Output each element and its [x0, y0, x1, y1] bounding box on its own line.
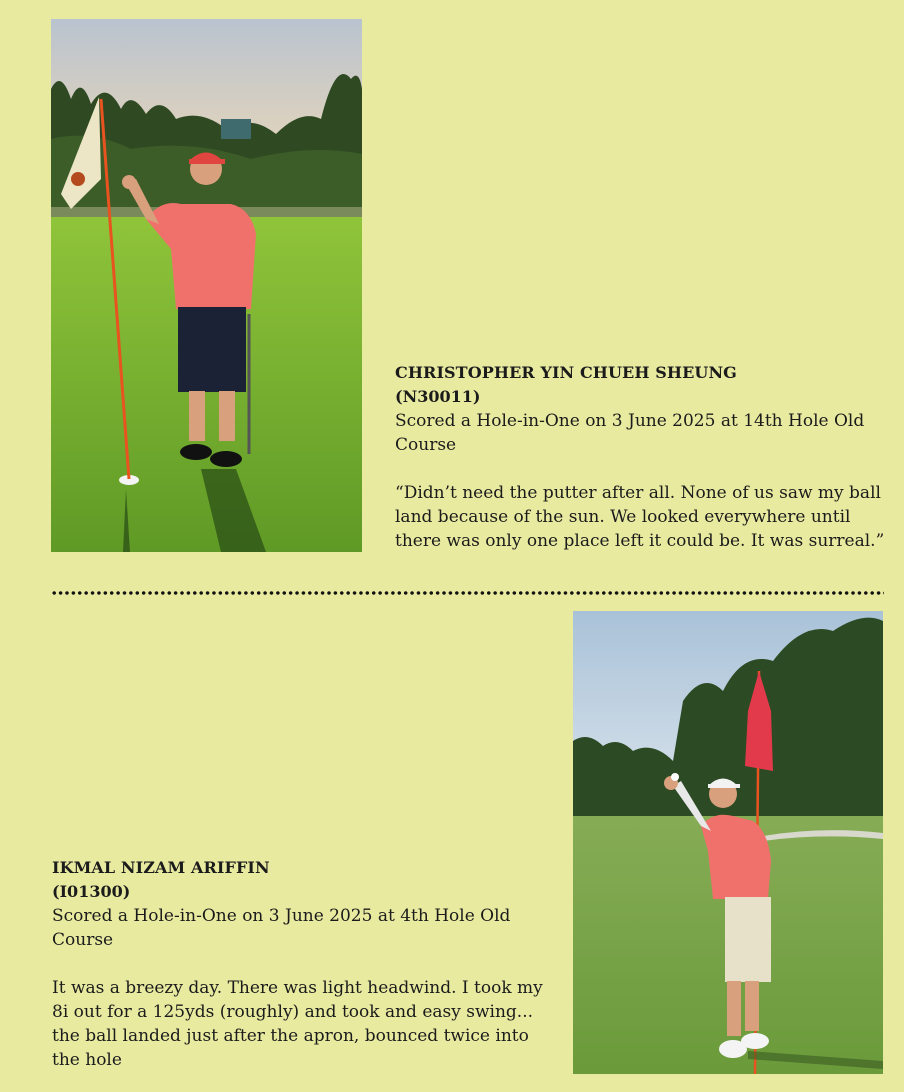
- achievement-text: Scored a Hole-in-One on 3 June 2025 at 4th Hole Old Course: [52, 906, 511, 950]
- entry-christopher: [395, 361, 885, 553]
- golfer-name: CHRISTOPHER YIN CHUEH SHEUNG: [395, 363, 737, 382]
- entry-ikmal: [52, 856, 547, 1072]
- story-text: It was a breezy day. There was light headwind. I took my 8i out for a 125yds (roughly) and took and easy swing... the ball landed just after the apron, bounced twice into the hole: [52, 978, 543, 1070]
- member-id: (I01300): [52, 882, 131, 901]
- golfer-name: IKMAL NIZAM ARIFFIN: [52, 858, 270, 877]
- golfer-photo-christopher: [51, 19, 362, 552]
- member-id: (N30011): [395, 387, 481, 406]
- golfer-photo-ikmal: [573, 611, 883, 1074]
- story-text: “Didn’t need the putter after all. None of us saw my ball land because of the sun. We looked everywhere until there was only one place left it could be. It was surreal.”: [395, 483, 885, 551]
- achievement-text: Scored a Hole-in-One on 3 June 2025 at 14th Hole Old Course: [395, 411, 865, 455]
- dotted-divider: [51, 590, 884, 596]
